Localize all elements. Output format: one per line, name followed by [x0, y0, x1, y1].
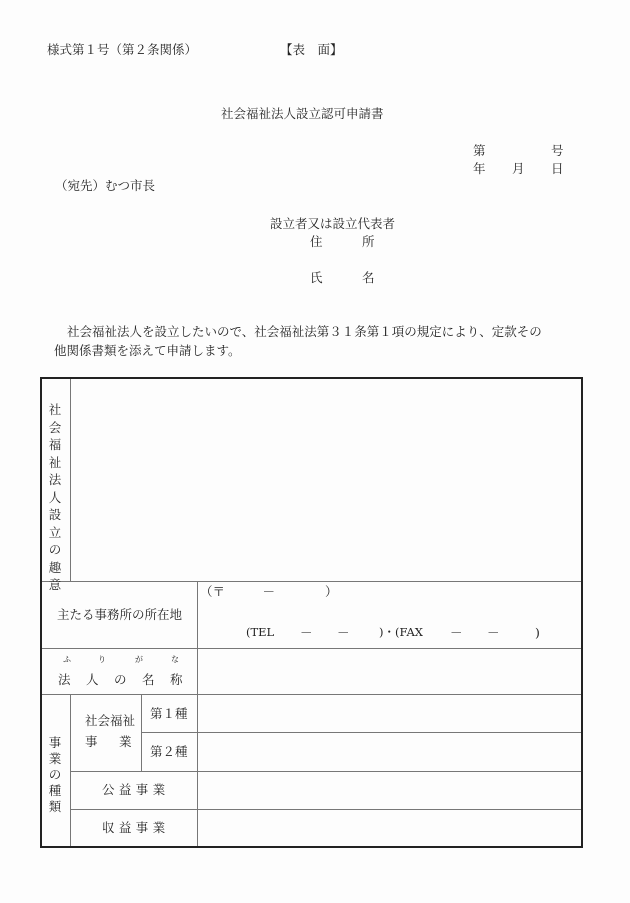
type2-input[interactable] [199, 734, 579, 770]
social-welfare-label-1: 社会福祉 [85, 713, 136, 728]
column-divider [70, 694, 71, 846]
row-divider [42, 581, 581, 582]
row-divider [70, 809, 581, 810]
address-label-1: 住 [310, 234, 323, 249]
row-divider [141, 732, 581, 733]
fax-dash-1: － [450, 625, 463, 640]
column-divider [70, 379, 71, 581]
postal-code-field[interactable]: （〒 － ） [200, 584, 338, 599]
furigana-2: り [98, 655, 106, 664]
corp-name-char-5: 称 [170, 672, 183, 687]
number-suffix: 号 [551, 143, 564, 158]
body-text-line2: 他関係書類を添えて申請します。 [54, 343, 241, 358]
public-interest-label: 公益事業 [102, 782, 170, 797]
application-table [40, 377, 583, 848]
corp-name-char-1: 法 [58, 672, 71, 687]
office-label: 主たる事務所の所在地 [57, 607, 183, 622]
row-divider [42, 648, 581, 649]
purpose-label: 社会福祉法人設立の趣意 [48, 402, 62, 592]
corp-name-char-3: の [114, 672, 127, 687]
address-label-2: 所 [362, 234, 375, 249]
type1-label: 第１種 [150, 706, 188, 721]
side-label: 【表 面】 [280, 42, 343, 57]
form-number: 様式第１号（第２条関係） [47, 42, 198, 57]
column-divider [141, 694, 142, 771]
number-prefix: 第 [473, 143, 486, 158]
profit-input[interactable] [199, 811, 579, 846]
furigana-1: ふ [63, 655, 71, 664]
corp-name-char-4: 名 [142, 672, 155, 687]
type2-label: 第２種 [150, 744, 188, 759]
corp-name-char-2: 人 [86, 672, 99, 687]
tel-label: (TEL [246, 625, 275, 639]
furigana-3: が [135, 655, 143, 664]
name-label-1: 氏 [310, 270, 323, 285]
founder-label: 設立者又は設立代表者 [270, 216, 396, 231]
date-day: 日 [551, 161, 564, 176]
fax-dash-2: － [487, 625, 500, 640]
furigana-4: な [171, 655, 179, 664]
date-year: 年 [473, 161, 486, 176]
tel-dash-2: － [337, 625, 350, 640]
business-type-label: 事業の種類 [48, 735, 62, 814]
tel-dash-1: － [300, 625, 313, 640]
column-divider [197, 581, 198, 846]
fax-label: )・(FAX [379, 625, 423, 639]
public-interest-input[interactable] [199, 773, 579, 808]
social-welfare-label-2b: 業 [119, 734, 132, 749]
corp-name-input[interactable] [199, 650, 579, 693]
addressee: （宛先）むつ市長 [55, 178, 156, 193]
social-welfare-label-2a: 事 [85, 734, 98, 749]
purpose-input[interactable] [72, 381, 579, 579]
row-divider [70, 771, 581, 772]
name-label-2: 名 [362, 270, 375, 285]
type1-input[interactable] [199, 696, 579, 731]
row-divider [42, 694, 581, 695]
document-title: 社会福祉法人設立認可申請書 [221, 106, 384, 121]
date-month: 月 [512, 161, 525, 176]
profit-label: 収益事業 [102, 820, 170, 835]
fax-close: ) [535, 625, 540, 640]
body-text-line1: 社会福祉法人を設立したいので、社会福祉法第３１条第１項の規定により、定款その [67, 324, 542, 339]
